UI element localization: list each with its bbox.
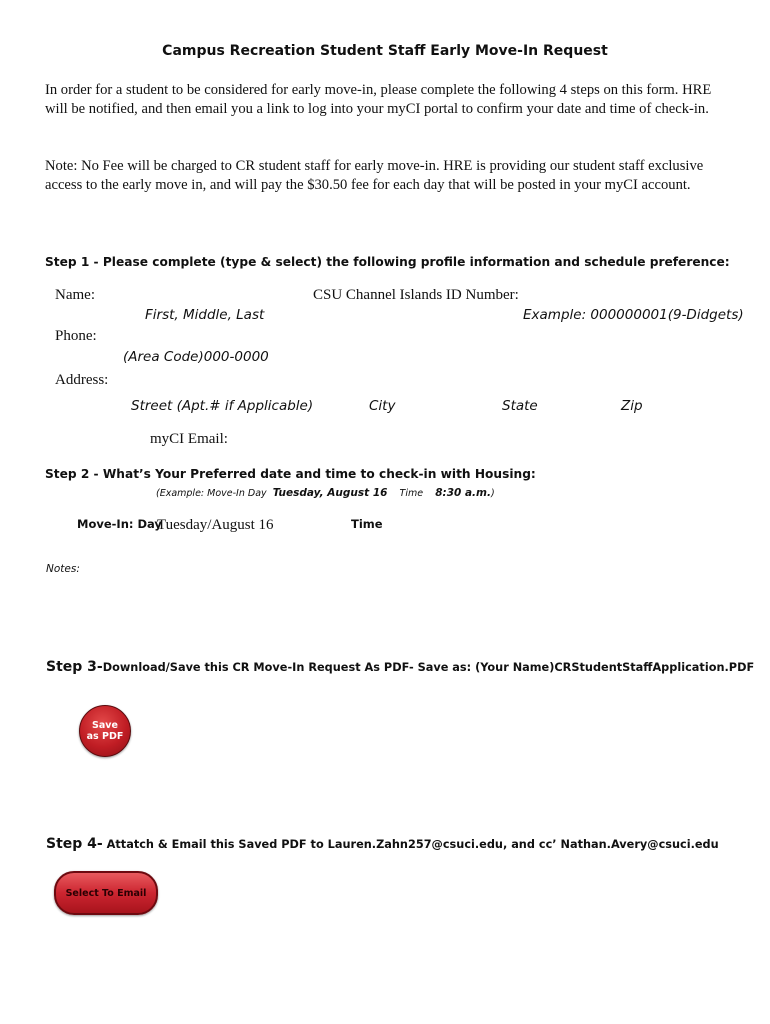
example-time-label: Time (399, 488, 424, 499)
step2-heading: Step 2 - What’s Your Preferred date and time to check-in with Housing: (45, 467, 536, 481)
example-day: Tuesday, August 16 (272, 487, 388, 499)
note-paragraph: Note: No Fee will be charged to CR student staff for early move-in. HRE is providing our student staff exclusive access to the early move in, and will pay the $30.50 fee for each day that will be posted in your myCI account. (45, 158, 704, 193)
page-title: Campus Recreation Student Staff Early Move-In Request (162, 43, 608, 59)
movein-day-select[interactable]: Tuesday/August 16 (157, 517, 274, 533)
select-to-email-label: Select To Email (65, 887, 147, 899)
phone-field[interactable] (105, 327, 305, 345)
example-prefix: (Example: Move-In Day (156, 488, 267, 499)
time-select[interactable] (392, 517, 532, 535)
zip-hint: Zip (621, 398, 643, 414)
notes-field[interactable] (85, 560, 725, 630)
step4-prefix: Step 4- (46, 836, 103, 852)
step3-prefix: Step 3- (46, 659, 103, 675)
name-field[interactable] (105, 286, 295, 304)
step4-text: Attatch & Email this Saved PDF to Lauren.Zahn257@csuci.edu, and cc’ Nathan.Avery@csuci.edu (102, 838, 719, 851)
time-label: Time (351, 517, 383, 531)
example-suffix: ) (490, 488, 495, 499)
email-label: myCI Email: (150, 431, 228, 447)
id-label: CSU Channel Islands ID Number: (313, 287, 519, 303)
email-field[interactable] (232, 430, 482, 448)
intro-paragraph: In order for a student to be considered for early move-in, please complete the following 4 steps on this form. HRE will be notified, and then email you a link to log into your myCI portal to confirm your date and time of check-in. (45, 82, 712, 117)
name-label: Name: (55, 287, 95, 303)
id-hint: Example: 000000001(9-Didgets) (523, 307, 744, 323)
city-field[interactable] (368, 379, 478, 397)
step3-text: Download/Save this CR Move-In Request As PDF- Save as: (Your Name)CRStudentStaffApplication.PDF (102, 661, 755, 674)
name-hint: First, Middle, Last (145, 307, 265, 323)
state-field[interactable] (502, 379, 592, 397)
example-time: 8:30 a.m. (435, 487, 491, 499)
phone-hint: (Area Code)000-0000 (123, 349, 269, 365)
select-to-email-button[interactable] (54, 871, 158, 915)
phone-label: Phone: (55, 328, 97, 344)
notes-label: Notes: (46, 563, 80, 575)
address-label: Address: (55, 372, 109, 388)
movein-day-label: Move-In: Day (77, 517, 162, 531)
state-hint: State (502, 398, 538, 414)
street-field[interactable] (128, 379, 328, 397)
zip-field[interactable] (620, 379, 710, 397)
step4-heading (46, 833, 719, 852)
save-as-pdf-button[interactable] (79, 705, 131, 757)
id-field[interactable] (525, 286, 715, 304)
city-hint: City (369, 398, 396, 414)
step2-example (156, 487, 495, 499)
save-as-pdf-label: Save as PDF (86, 720, 124, 742)
step1-heading: Step 1 - Please complete (type & select) the following profile information and schedule preference: (45, 255, 730, 269)
step3-heading (46, 656, 754, 675)
street-hint: Street (Apt.# if Applicable) (131, 398, 314, 414)
